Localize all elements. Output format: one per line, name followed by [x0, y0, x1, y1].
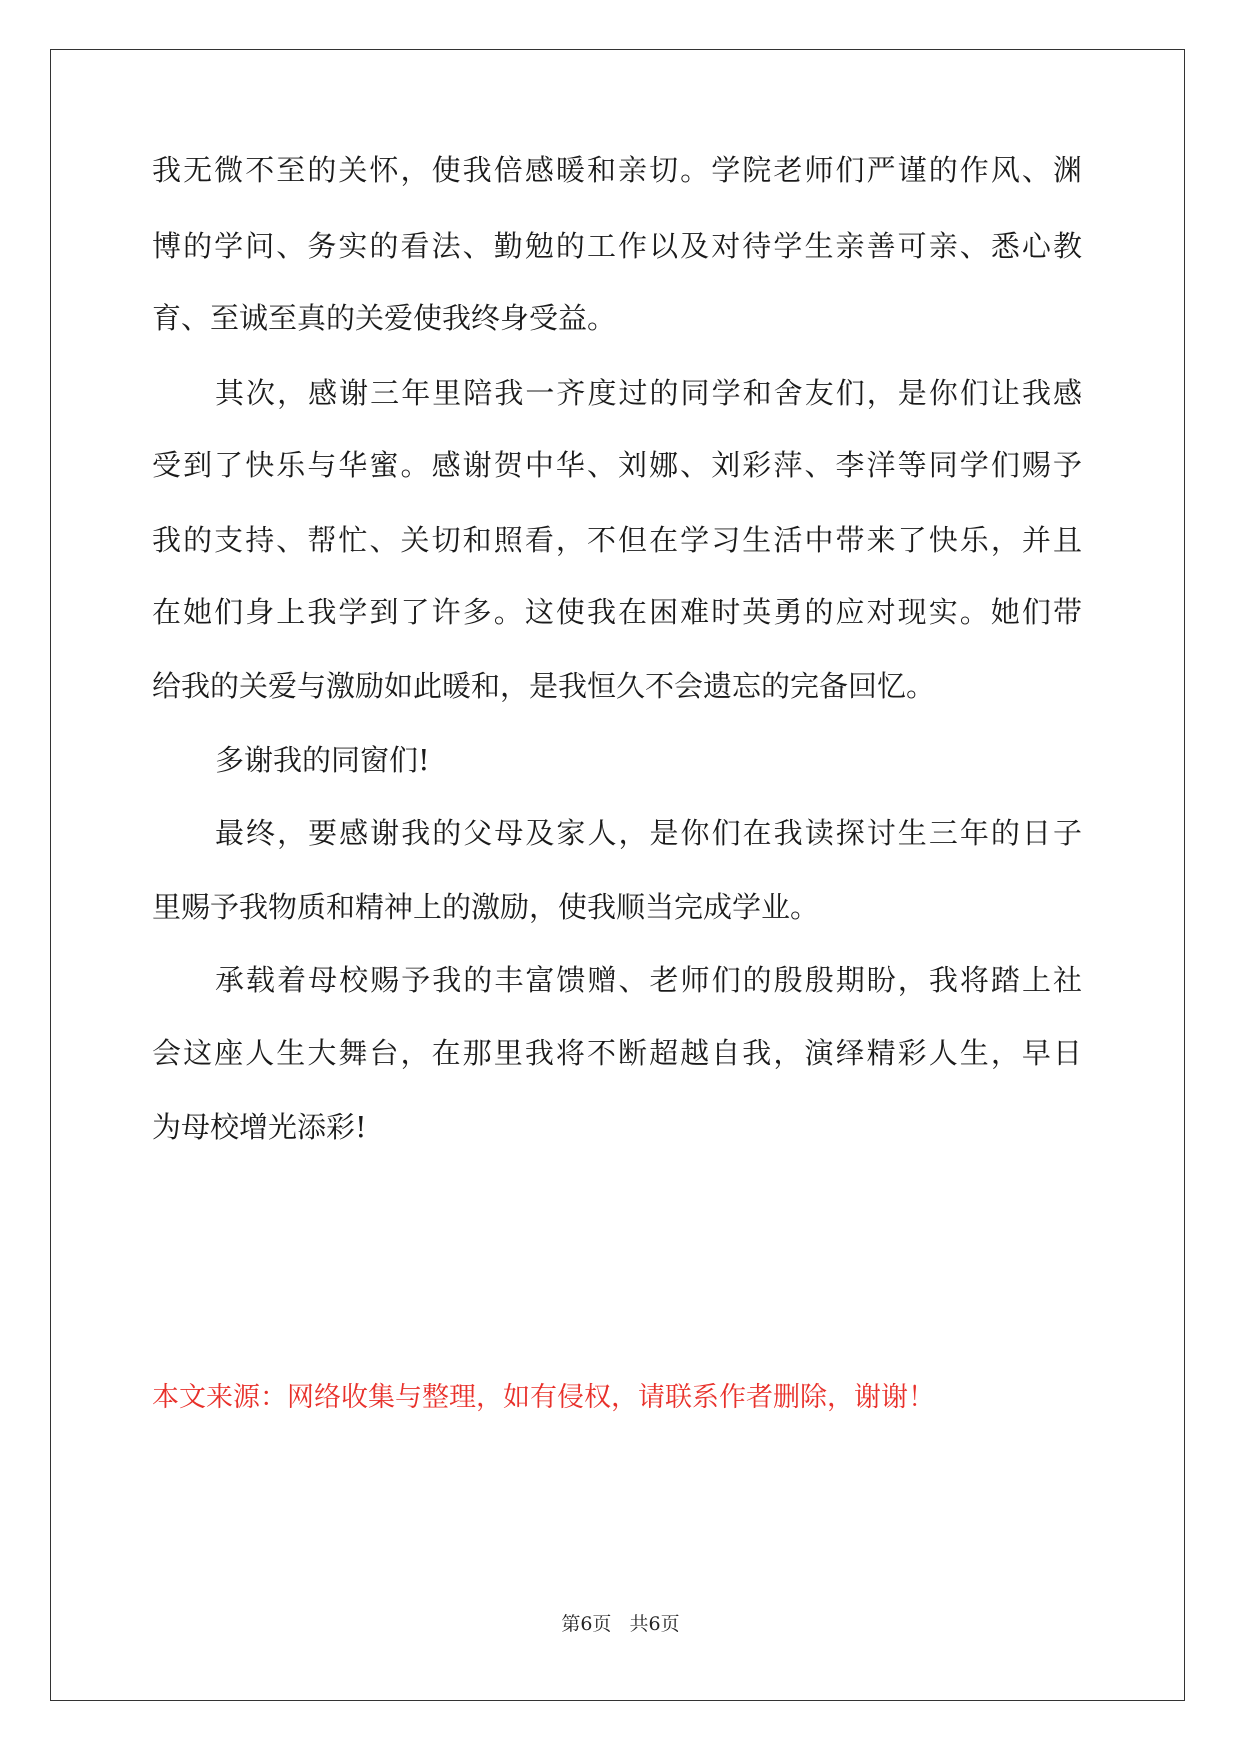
body-line-13: 会这座人生大舞台，在那里我将不断超越自我，演绎精彩人生，早日 [152, 1036, 1082, 1070]
body-line-4: 其次，感谢三年里陪我一齐度过的同学和舍友们，是你们让我感 [215, 376, 1082, 410]
body-line-12: 承载着母校赐予我的丰富馈赠、老师们的殷殷期盼，我将踏上社 [215, 963, 1082, 997]
body-line-8: 给我的关爱与激励如此暖和，是我恒久不会遗忘的完备回忆。 [152, 669, 936, 703]
page-frame [50, 49, 1185, 1701]
body-line-10: 最终，要感谢我的父母及家人，是你们在我读探讨生三年的日子 [215, 816, 1082, 850]
source-note: 本文来源：网络收集与整理，如有侵权，请联系作者删除，谢谢！ [152, 1382, 935, 1413]
page-number-footer: 第6页 共6页 [561, 1613, 680, 1635]
body-line-3: 育、至诚至真的关爱使我终身受益。 [152, 301, 617, 335]
body-line-2: 博的学问、务实的看法、勤勉的工作以及对待学生亲善可亲、悉心教 [152, 229, 1082, 263]
body-line-1: 我无微不至的关怀，使我倍感暖和亲切。学院老师们严谨的作风、渊 [152, 153, 1082, 187]
body-line-14: 为母校增光添彩! [152, 1110, 367, 1144]
body-line-11: 里赐予我物质和精神上的激励，使我顺当完成学业。 [152, 890, 820, 924]
body-line-6: 我的支持、帮忙、关切和照看，不但在学习生活中带来了快乐，并且 [152, 523, 1082, 557]
body-line-7: 在她们身上我学到了许多。这使我在困难时英勇的应对现实。她们带 [152, 595, 1082, 629]
body-line-5: 受到了快乐与华蜜。感谢贺中华、刘娜、刘彩萍、李洋等同学们赐予 [152, 448, 1082, 482]
body-line-9: 多谢我的同窗们! [215, 743, 430, 777]
